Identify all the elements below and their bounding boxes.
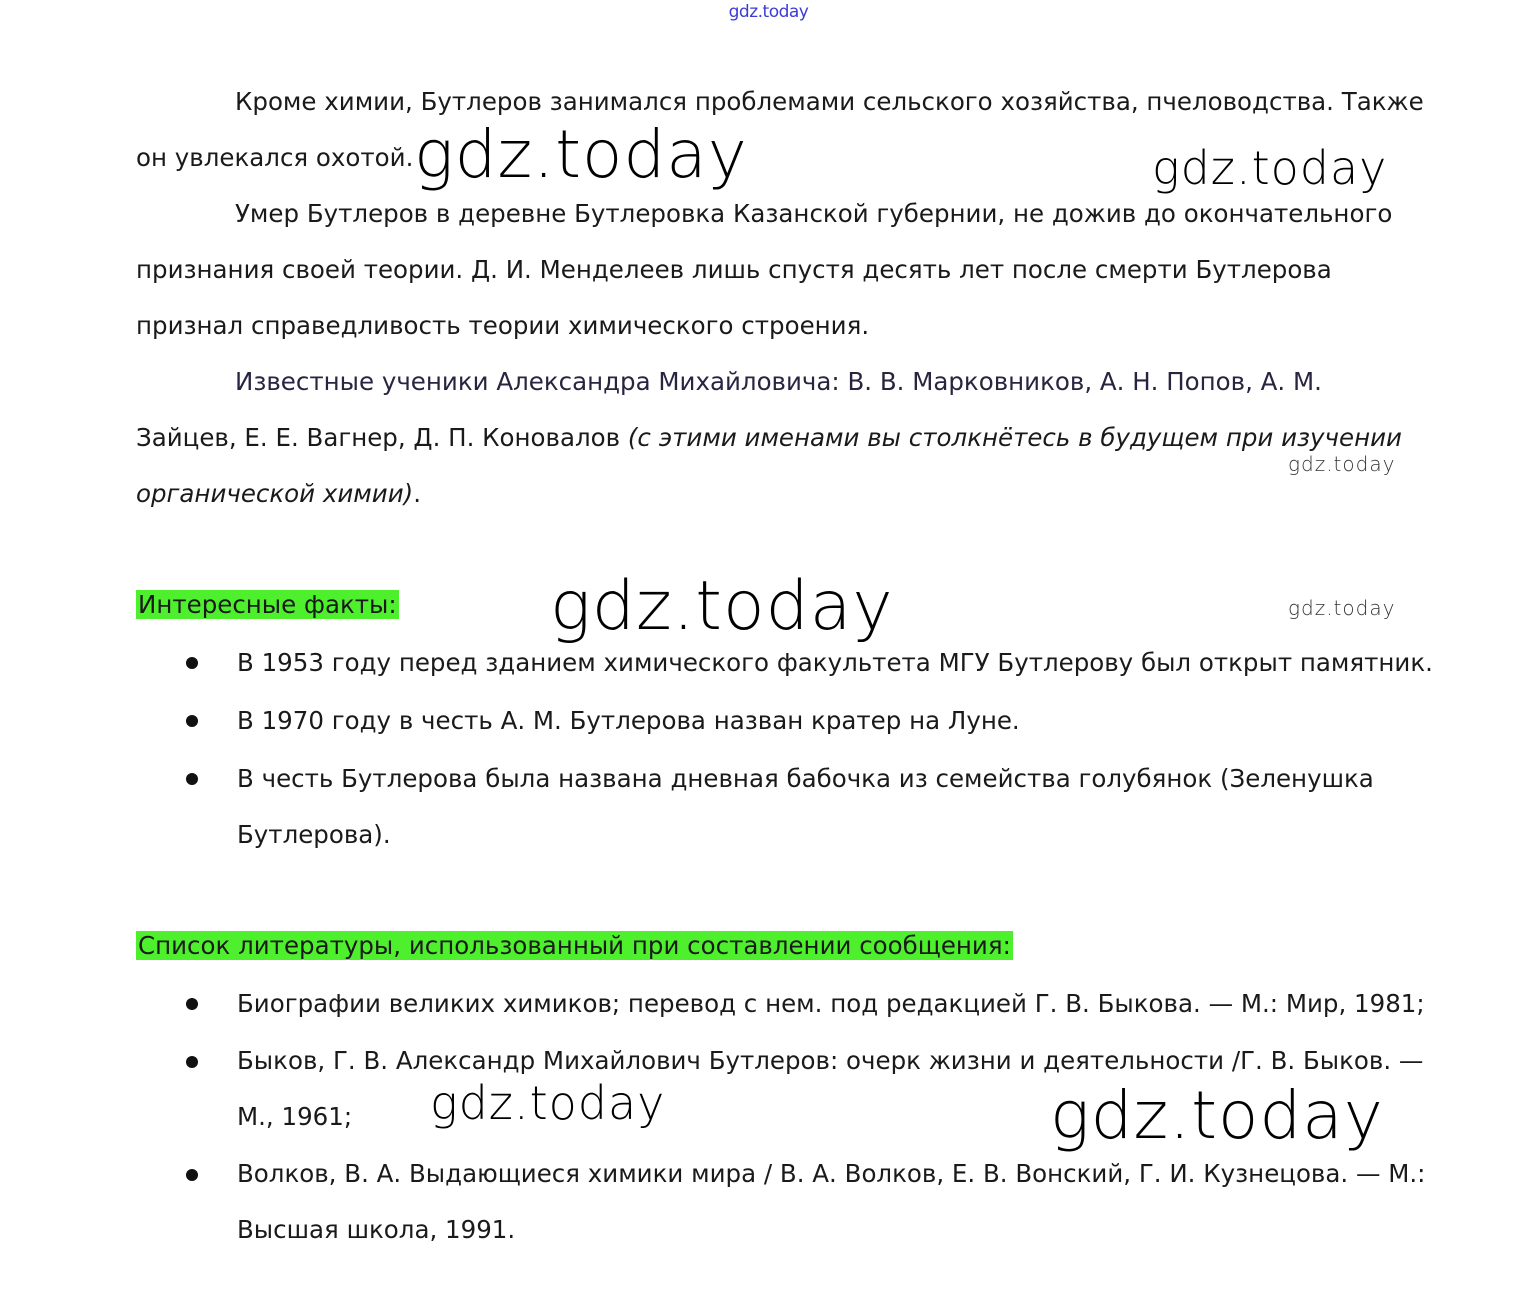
paragraph-2-line-3: признал справедливость теории химического строения. bbox=[136, 311, 870, 340]
paragraph-2-line-1: Умер Бутлеров в деревне Бутлеровка Казанской губернии, не дожив до окончательного bbox=[235, 199, 1393, 228]
watermark: gdz.today bbox=[1288, 596, 1396, 620]
fact-item-1: В 1953 году перед зданием химического факультета МГУ Бутлерову был открыт памятник. bbox=[237, 648, 1433, 677]
watermark: gdz.today bbox=[414, 116, 748, 193]
bullet-icon bbox=[186, 998, 198, 1010]
fact-item-3-line-1: В честь Бутлерова была названа дневная бабочка из семейства голубянок (Зеленушка bbox=[237, 764, 1374, 793]
facts-heading bbox=[136, 590, 399, 620]
watermark: gdz.today bbox=[1288, 452, 1396, 476]
literature-heading bbox=[136, 931, 1013, 961]
bullet-icon bbox=[186, 715, 198, 727]
paragraph-3-note: (с этими именами вы столкнётесь в будущем при изучении bbox=[627, 423, 1402, 452]
paragraph-1-line-1: Кроме химии, Бутлеров занимался проблемами сельского хозяйства, пчеловодства. Также bbox=[235, 87, 1424, 116]
bullet-icon bbox=[186, 1169, 198, 1181]
facts-heading-text: Интересные факты: bbox=[138, 590, 397, 619]
paragraph-3-note-end: органической химии) bbox=[136, 479, 414, 508]
literature-item-1: Биографии великих химиков; перевод с нем. под редакцией Г. В. Быкова. — М.: Мир, 1981; bbox=[237, 989, 1425, 1018]
header-watermark: gdz.today bbox=[728, 2, 809, 22]
paragraph-3-names: Зайцев, Е. Е. Вагнер, Д. П. Коновалов bbox=[136, 423, 628, 452]
watermark: gdz.today bbox=[1050, 1077, 1384, 1154]
paragraph-3-line-2 bbox=[136, 423, 1402, 453]
literature-item-3-line-1: Волков, В. А. Выдающиеся химики мира / В. А. Волков, Е. В. Вонский, Г. И. Кузнецова. — М.: bbox=[237, 1159, 1426, 1188]
paragraph-3-line-1: Известные ученики Александра Михайловича: В. В. Марковников, А. Н. Попов, А. М. bbox=[235, 367, 1322, 396]
paragraph-1-line-2: он увлекался охотой. bbox=[136, 143, 414, 172]
literature-item-2-line-2: М., 1961; bbox=[237, 1102, 353, 1131]
literature-item-2-line-1: Быков, Г. В. Александр Михайлович Бутлеров: очерк жизни и деятельности /Г. В. Быков. — bbox=[237, 1046, 1424, 1075]
bullet-icon bbox=[186, 657, 198, 669]
watermark: gdz.today bbox=[430, 1076, 666, 1130]
fact-item-2: В 1970 году в честь А. М. Бутлерова назван кратер на Луне. bbox=[237, 706, 1020, 735]
fact-item-3-line-2: Бутлерова). bbox=[237, 820, 391, 849]
paragraph-2-line-2: признания своей теории. Д. И. Менделеев лишь спустя десять лет после смерти Бутлерова bbox=[136, 255, 1332, 284]
watermark: gdz.today bbox=[550, 567, 894, 646]
paragraph-3-line-3 bbox=[136, 479, 421, 509]
paragraph-3-period: . bbox=[413, 479, 421, 508]
bullet-icon bbox=[186, 1056, 198, 1068]
literature-heading-text: Список литературы, использованный при составлении сообщения: bbox=[138, 931, 1011, 960]
watermark: gdz.today bbox=[1152, 141, 1388, 195]
literature-item-3-line-2: Высшая школа, 1991. bbox=[237, 1215, 516, 1244]
bullet-icon bbox=[186, 773, 198, 785]
